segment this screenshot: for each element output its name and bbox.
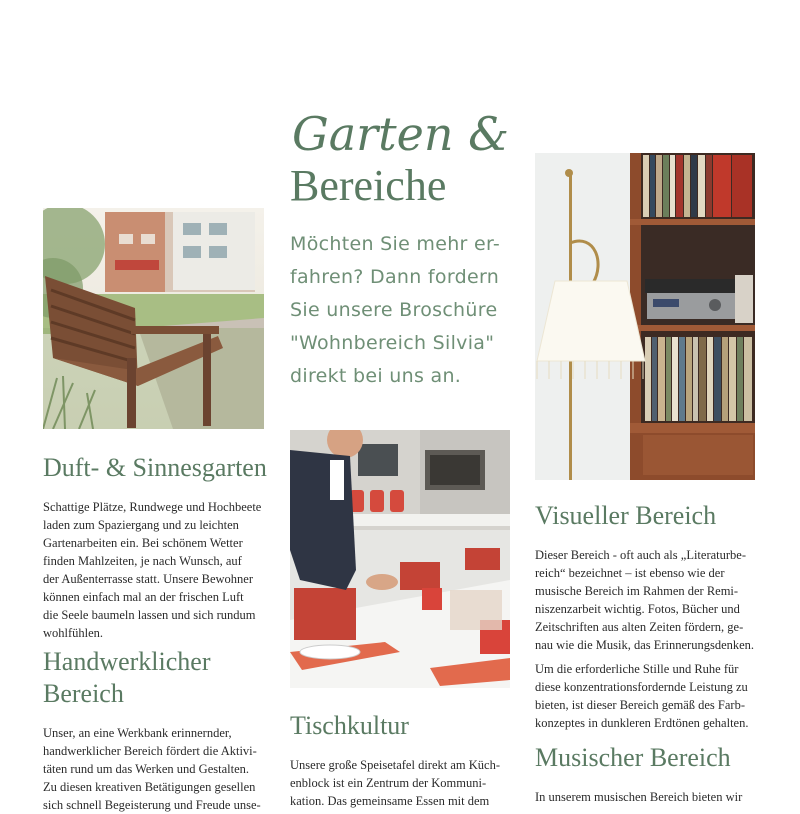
section-heading-musisch: Musischer Bereich bbox=[535, 743, 731, 772]
text-line: der Außenterrasse statt. Unsere Bewohner bbox=[43, 572, 253, 586]
garden-bench-photo bbox=[43, 208, 264, 429]
text-line: kation. Das gemeinsame Essen mit dem bbox=[290, 794, 490, 808]
text-line: wohlfühlen. bbox=[43, 626, 104, 640]
text-line: konzeptes in dunkleren Erdtönen gehalten. bbox=[535, 716, 749, 730]
page-title-line1: Garten & bbox=[292, 107, 510, 161]
intro-line: "Wohnbereich Silvia" bbox=[290, 332, 495, 354]
text-line: laden zum Spaziergang und zu leichten bbox=[43, 518, 239, 532]
intro-line: Möchten Sie mehr er- bbox=[290, 233, 501, 255]
text-line: Gartenarbeiten ein. Bei schönem Wetter bbox=[43, 536, 243, 550]
text-line: niszenzarbeit wichtig. Fotos, Bücher und bbox=[535, 602, 740, 616]
intro-line: Sie unsere Broschüre bbox=[290, 299, 498, 321]
section-heading-visuell: Visueller Bereich bbox=[535, 501, 717, 530]
text-line: Unser, an eine Werkbank erinnernder, bbox=[43, 726, 232, 740]
text-line: Dieser Bereich - oft auch als „Literaturbe- bbox=[535, 548, 747, 562]
section-heading-handwerk-line2: Bereich bbox=[43, 679, 124, 708]
section-text-handwerk bbox=[43, 724, 264, 814]
text-line: die Seele baumeln lassen und sich rundum bbox=[43, 608, 256, 622]
text-line: Unsere große Speisetafel direkt am Küch- bbox=[290, 758, 500, 772]
text-line: sich schnell Begeisterung und Freude unse- bbox=[43, 798, 261, 812]
section-text-tisch bbox=[290, 756, 510, 810]
text-line: In unserem musischen Bereich bieten wir bbox=[535, 790, 743, 804]
section-text-duft bbox=[43, 498, 264, 642]
text-line: Zu diesen kreativen Betätigungen gesellen bbox=[43, 780, 256, 794]
text-line: bieten, ist dieser Bereich gemäß des Farb- bbox=[535, 698, 745, 712]
dining-table-photo bbox=[290, 430, 510, 688]
intro-line: direkt bei uns an. bbox=[290, 365, 462, 387]
section-text-visuell-2 bbox=[535, 660, 757, 732]
text-line: nau wie die Musik, das Erinnerungsdenken. bbox=[535, 638, 755, 652]
text-line: enblock ist ein Zentrum der Kommuni- bbox=[290, 776, 487, 790]
text-line: Zeitschriften aus alten Zeiten fördern, ge- bbox=[535, 620, 744, 634]
section-text-visuell bbox=[535, 546, 757, 654]
text-line: finden Mahlzeiten, je nach Wunsch, auf bbox=[43, 554, 242, 568]
section-heading-handwerk-line1: Handwerklicher bbox=[43, 647, 211, 676]
text-line: Schattige Plätze, Rundwege und Hochbeete bbox=[43, 500, 262, 514]
intro-line: fahren? Dann fordern bbox=[290, 266, 500, 288]
page-title-line2: Bereiche bbox=[290, 161, 447, 210]
section-text-musisch bbox=[535, 788, 757, 806]
record-shelf-photo bbox=[535, 153, 755, 480]
section-heading-tisch: Tischkultur bbox=[290, 711, 409, 740]
text-line: täten rund um das Werken und Gestalten. bbox=[43, 762, 249, 776]
text-line: reich“ bezeichnet – ist ebenso wie der bbox=[535, 566, 725, 580]
section-heading-duft: Duft- & Sinnesgarten bbox=[43, 453, 267, 482]
text-line: können einfach mal an der frischen Luft bbox=[43, 590, 244, 604]
text-line: musische Bereich im Rahmen der Remi- bbox=[535, 584, 739, 598]
intro-text bbox=[290, 228, 522, 393]
text-line: Um die erforderliche Stille und Ruhe für bbox=[535, 662, 739, 676]
text-line: handwerklicher Bereich fördert die Aktivi- bbox=[43, 744, 257, 758]
text-line: diese konzentrationsfordernde Leistung zu bbox=[535, 680, 748, 694]
